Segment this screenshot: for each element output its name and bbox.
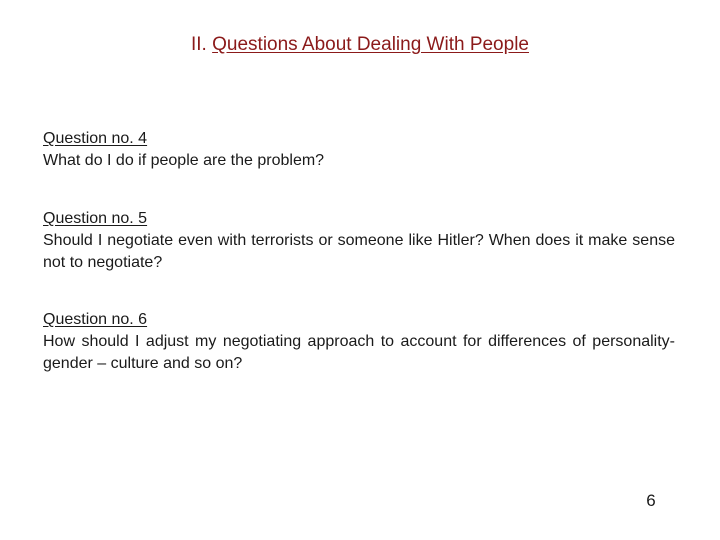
question-block-4 — [43, 128, 675, 172]
slide-title — [0, 32, 720, 58]
page-number: 6 — [646, 491, 656, 510]
question-heading: Question no. 6 — [43, 311, 148, 328]
title-numeral: II. — [191, 34, 207, 55]
question-text: What do I do if people are the problem? — [43, 152, 325, 169]
question-text: Should I negotiate even with terrorists or someone like Hitler? When does it make sense not to negotiate? — [43, 232, 675, 271]
title-text: Questions About Dealing With People — [212, 34, 529, 55]
question-text: How should I adjust my negotiating approach to account for differences of personality- gender – culture and so on? — [43, 333, 675, 372]
question-block-6 — [43, 309, 675, 375]
question-block-5 — [43, 208, 675, 274]
question-heading: Question no. 4 — [43, 130, 148, 147]
question-heading: Question no. 5 — [43, 210, 148, 227]
